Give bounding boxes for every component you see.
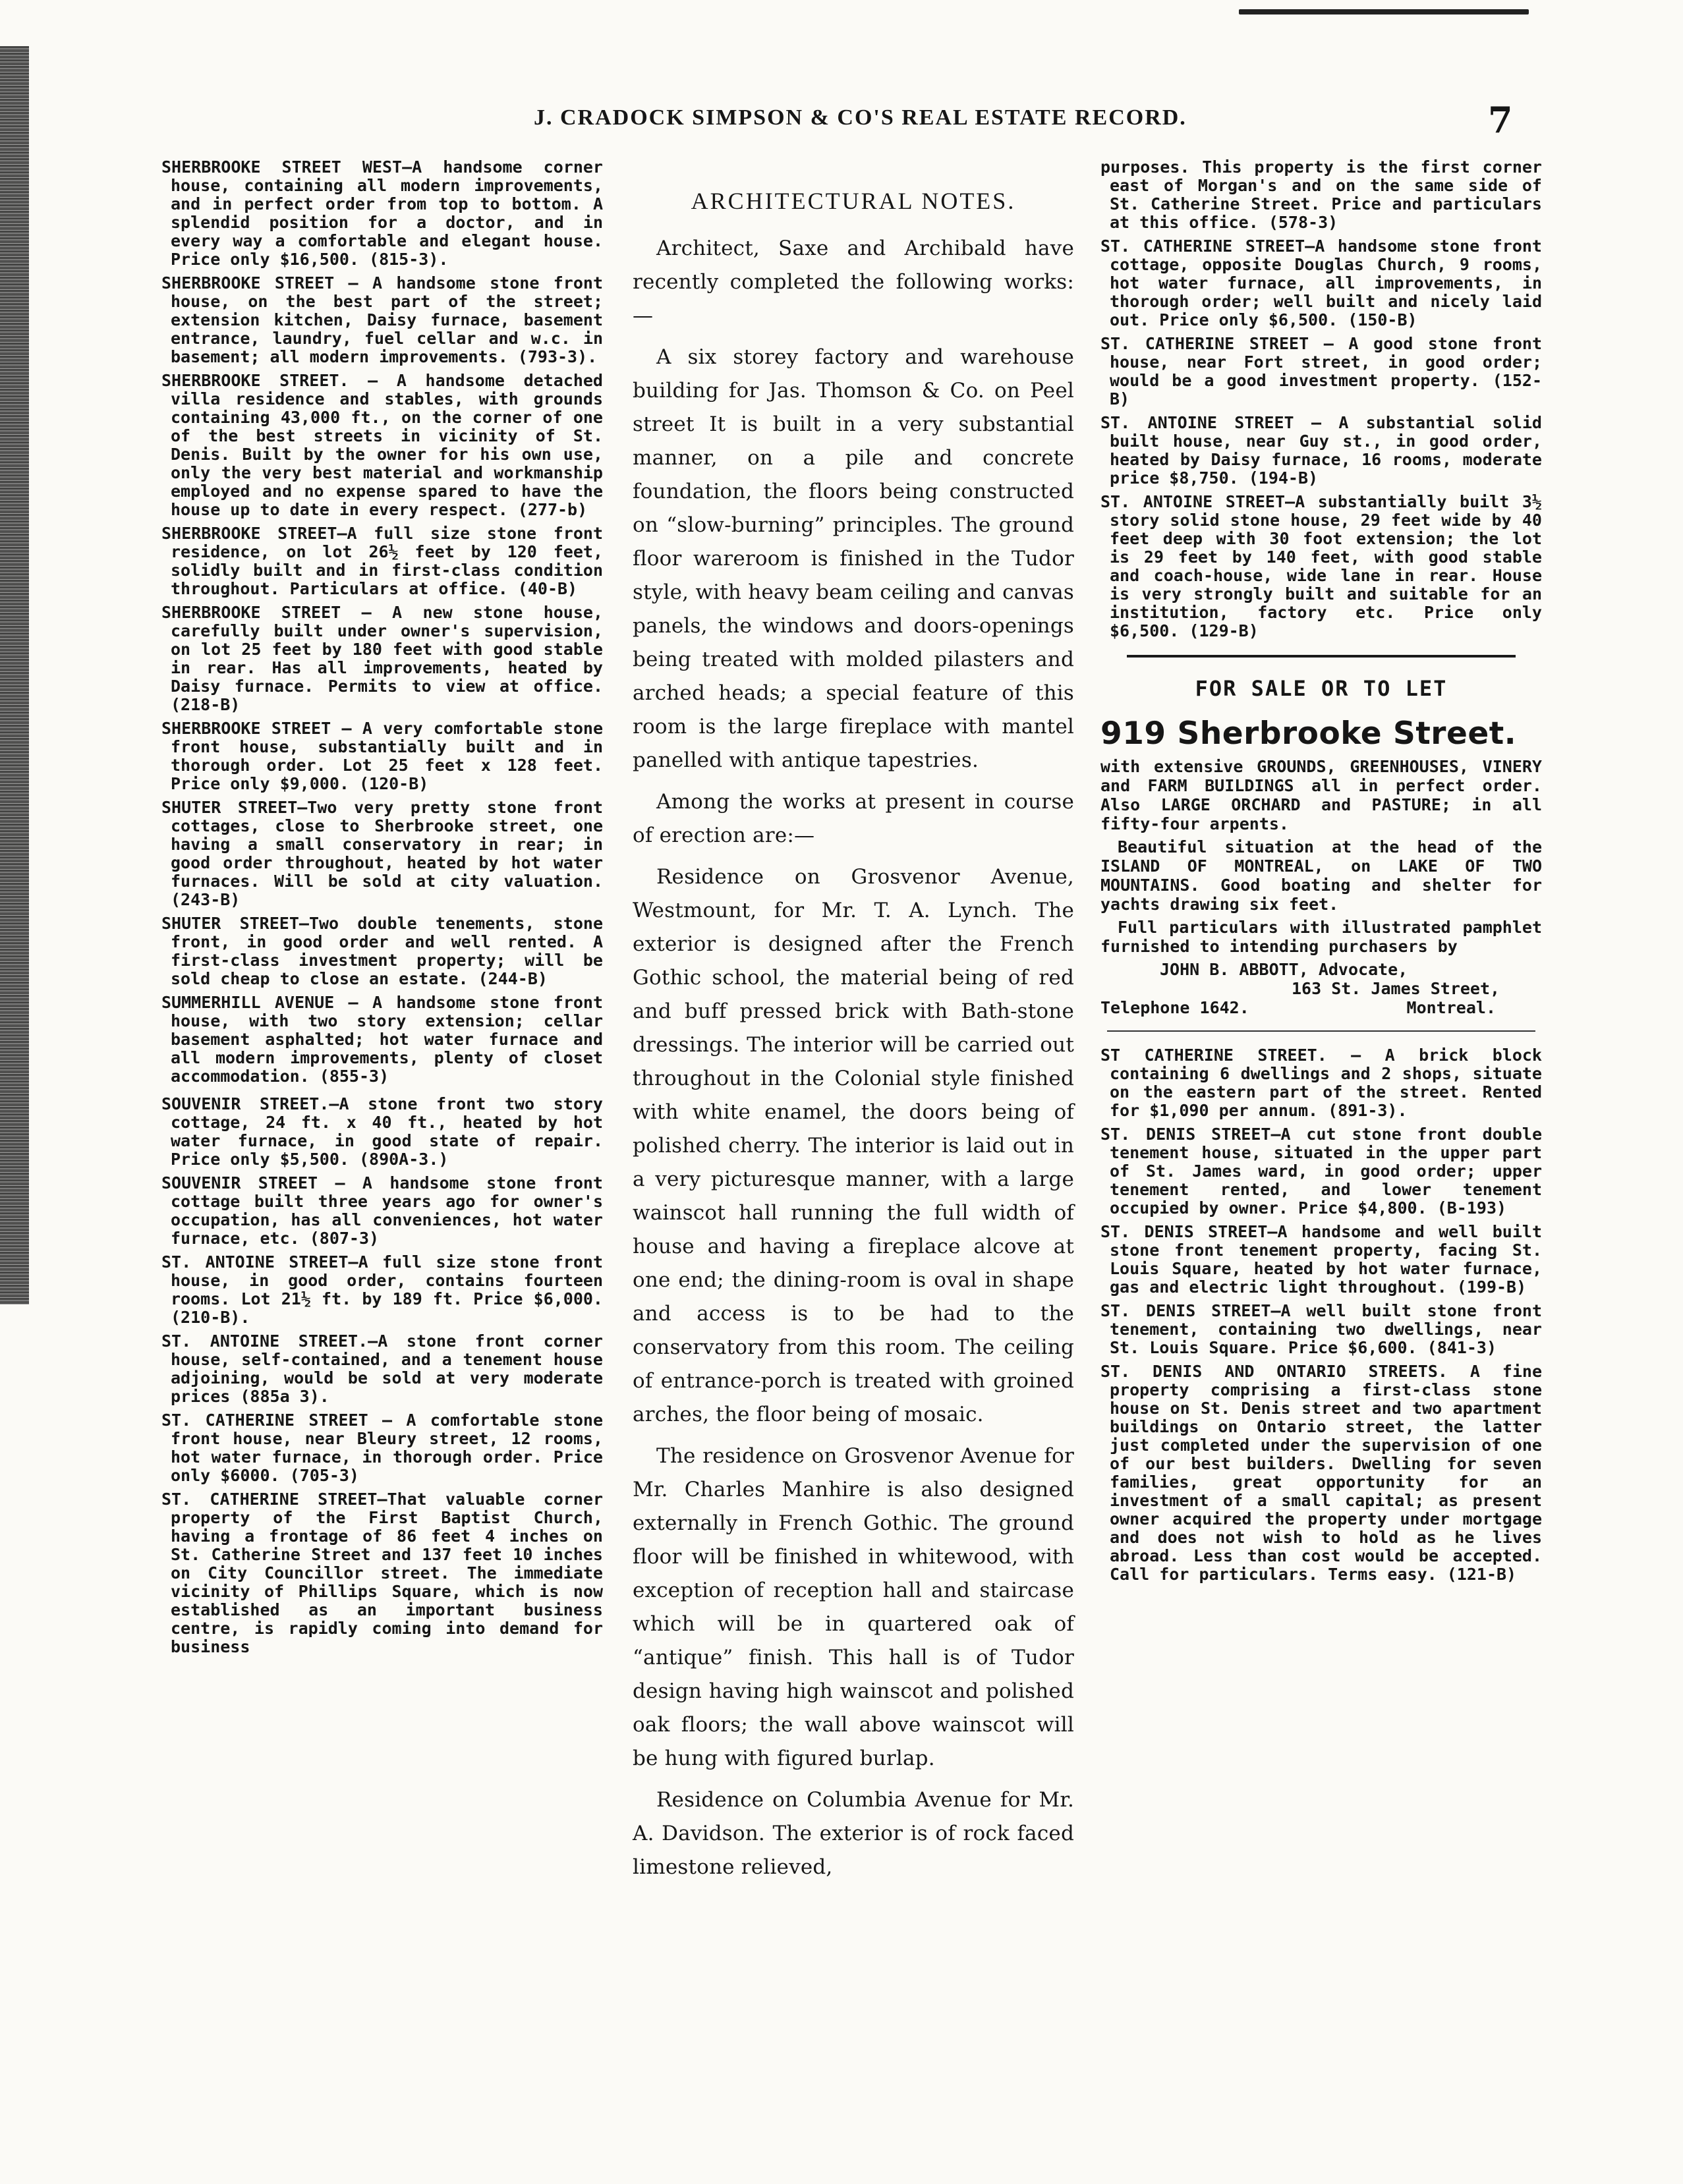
listing: ST. ANTOINE STREET — A substantial solid built house, near Guy st., in good order, heated by Daisy furnace, 16 rooms, moderate price $8,750. (194-B) <box>1100 413 1542 488</box>
section-divider <box>1107 1030 1535 1032</box>
article-paragraph: Residence on Columbia Avenue for Mr. A. Davidson. The exterior is of rock faced limestone relieved, <box>633 1788 1074 1879</box>
listing: SHERBROOKE STREET — A handsome stone front house, on the best part of the street; extension kitchen, Daisy furnace, basement entrance, laundry, fuel cellar and w.c. in basement; all modern improvements. (793-3). <box>161 273 603 366</box>
property-address: 919 Sherbrooke Street. <box>1100 715 1517 752</box>
listing: SHERBROOKE STREET. — A handsome detached villa residence and stables, with grounds containing 43,000 ft., on the corner of one of the best streets in vicinity of St. Denis. Built by the owner for his own use, only the very best material and workmanship employed and no expense spared to have the house up to date in every respect. (277-b) <box>161 371 603 519</box>
listing: ST. DENIS STREET—A well built stone front tenement, containing two dwellings, near St. Louis Square. Price $6,600. (841-3) <box>1100 1301 1542 1357</box>
particulars-note: Full particulars with illustrated pamphlet furnished to intending purchasers by <box>1100 918 1542 956</box>
listing: ST. DENIS STREET—A handsome and well built stone front tenement property, facing St. Louis Square, heated by hot water furnace, gas and electric light throughout. (199-B) <box>1100 1222 1542 1297</box>
column-3-listings <box>1100 158 1542 1589</box>
column-2-architectural-notes <box>633 158 1074 1892</box>
for-sale-advertisement <box>1100 676 1542 1017</box>
listing: SUMMERHILL AVENUE — A handsome stone front house, with two story extension; cellar basement asphalted; hot water furnace and all modern improvements, plenty of closet accommodation. (855-3) <box>161 993 603 1086</box>
listing: SHUTER STREET—Two very pretty stone front cottages, close to Sherbrooke street, one having a small conservatory in rear; in good order throughout, heated by hot water furnaces. Will be sold at city valuation. (243-B) <box>161 798 603 909</box>
listing: ST CATHERINE STREET. — A brick block containing 6 dwellings and 2 shops, situate on the eastern part of the street. Rented for $1,090 per annum. (891-3). <box>1100 1046 1542 1120</box>
listing: SHERBROOKE STREET — A new stone house, carefully built under owner's supervision, on lot 25 feet by 180 feet with good stable in rear. Has all improvements, heated by Daisy furnace. Permits to view at office. (218-B) <box>161 603 603 714</box>
listing: SHERBROOKE STREET—A full size stone front residence, on lot 26½ feet by 120 feet, solidly built and in first-class condition throughout. Particulars at office. (40-B) <box>161 524 603 598</box>
listing: purposes. This property is the first corner east of Morgan's and on the same side of St. Catherine Street. Price and particulars at this office. (578-3) <box>1100 157 1542 232</box>
property-situation: Beautiful situation at the head of the ISLAND OF MONTREAL, on LAKE OF TWO MOUNTAINS. Good boating and shelter for yachts drawing six feet. <box>1100 837 1542 914</box>
agent-signature <box>1100 960 1542 1017</box>
listing: ST. ANTOINE STREET—A full size stone front house, in good order, contains fourteen rooms. Lot 21½ ft. by 189 ft. Price $6,000. (210-B). <box>161 1252 603 1327</box>
listing: ST. ANTOINE STREET.—A stone front corner house, self-contained, and a tenement house adjoining, would be sold at very moderate prices (885a 3). <box>161 1331 603 1406</box>
binding-edge <box>0 46 29 1304</box>
column-1-listings <box>161 158 603 1662</box>
listing: ST. CATHERINE STREET — A good stone front house, near Fort street, in good order; would be a good investment property. (152-B) <box>1100 334 1542 408</box>
agent-name: JOHN B. ABBOTT, Advocate, <box>1160 960 1408 979</box>
agent-city: Montreal. <box>1406 998 1496 1017</box>
agent-telephone: Telephone 1642. <box>1100 998 1249 1017</box>
article-paragraph: Among the works at present in course of erection are:— <box>633 790 1074 847</box>
listing: ST. DENIS STREET—A cut stone front double tenement house, situated in the upper part of St. James ward, in good order; upper tenement rented, and lower tenement occupied by owner. Price $4,800. (B-193) <box>1100 1125 1542 1218</box>
section-divider <box>1127 655 1516 658</box>
listing: ST. DENIS AND ONTARIO STREETS. A fine property comprising a first-class stone house on St. Denis street and two apartment buildings on Ontario street, the latter just completed under the supervision of one of our best builders. Dwelling for seven families, great opportunity for an investment of a small capital; as present owner acquired the property under mortgage and does not wish to hold as he lives abroad. Less than cost would be accepted. Call for particulars. Terms easy. (121-B) <box>1100 1362 1542 1584</box>
listing: ST. CATHERINE STREET—A handsome stone front cottage, opposite Douglas Church, 9 rooms, hot water furnace, all improvements, in thorough order; well built and nicely laid out. Price only $6,500. (150-B) <box>1100 237 1542 329</box>
article-paragraph: The residence on Grosvenor Avenue for Mr. Charles Manhire is also designed externally in French Gothic. The ground floor will be finished in whitewood, with exception of reception hall and staircase which will be in quartered oak of “antique” finish. This hall is of Tudor design having high wainscot and polished oak floors; the wall above wainscot will be hung with figured burlap. <box>633 1444 1074 1770</box>
listing: ST. CATHERINE STREET — A comfortable stone front house, near Bleury street, 12 rooms, hot water furnace, in thorough order. Price only $6000. (705-3) <box>161 1411 603 1485</box>
listing: ST. CATHERINE STREET—That valuable corner property of the First Baptist Church, having a frontage of 86 feet 4 inches on St. Catherine Street and 137 feet 10 inches on City Councillor street. The immediate vicinity of Phillips Square, which is now established as an important business centre, is rapidly coming into demand for business <box>161 1490 603 1656</box>
running-header <box>0 99 1683 145</box>
page-number: 7 <box>1488 99 1513 141</box>
listing: SHERBROOKE STREET — A very comfortable stone front house, substantially built and in thorough order. Lot 25 feet x 128 feet. Price only $9,000. (120-B) <box>161 719 603 793</box>
for-sale-heading: FOR SALE OR TO LET <box>1195 676 1448 701</box>
listing: SOUVENIR STREET — A handsome stone front cottage built three years ago for owner's occupation, has all conveniences, hot water furnace, etc. (807-3) <box>161 1173 603 1248</box>
article-paragraph: A six storey factory and warehouse building for Jas. Thomson & Co. on Peel street It is built in a very substantial manner, on a pile and concrete foundation, the floors being constructed on “slow-burning” principles. The ground floor wareroom is finished in the Tudor style, with heavy beam ceiling and canvas panels, the windows and doors-openings being treated with molded pilasters and arched heads; a special feature of this room is the large fireplace with mantel panelled with antique tapestries. <box>633 345 1074 772</box>
property-description: with extensive GROUNDS, GREENHOUSES, VINERY and FARM BUILDINGS all in perfect order. Also LARGE ORCHARD and PASTURE; in all fifty-four arpents. <box>1100 757 1542 833</box>
listing: SHUTER STREET—Two double tenements, stone front, in good order and well rented. A first-class investment property; will be sold cheap to close an estate. (244-B) <box>161 914 603 988</box>
top-rule <box>1239 9 1529 14</box>
listing: SOUVENIR STREET.—A stone front two story cottage, 24 ft. x 40 ft., heated by hot water furnace, in good state of repair. Price only $5,500. (890A-3.) <box>161 1094 603 1169</box>
section-title: ARCHITECTURAL NOTES. <box>691 188 1016 214</box>
agent-address: 163 St. James Street, <box>1292 979 1500 998</box>
listing: ST. ANTOINE STREET—A substantially built 3½ story solid stone house, 29 feet wide by 40 feet deep with 30 foot extension; the lot is 29 feet by 140 feet, with good stable and coach-house, wide lane in rear. House is very strongly built and suitable for an institution, factory etc. Price only $6,500. (129-B) <box>1100 492 1542 640</box>
listing: SHERBROOKE STREET WEST—A handsome corner house, containing all modern improvements, and in perfect order from top to bottom. A splendid position for a doctor, and in every way a comfortable and elegant house. Price only $16,500. (815-3). <box>161 157 603 269</box>
article-paragraph: Residence on Grosvenor Avenue, Westmount, for Mr. T. A. Lynch. The exterior is designed after the French Gothic school, the material being of red and buff pressed brick with Bath-stone dressings. The interior will be carried out throughout in the Colonial style finished with white enamel, the doors being of polished cherry. The interior is laid out in a very picturesque manner, with a large wainscot hall running the full width of house and having a fireplace alcove at one end; the dining-room is oval in shape and access is to be had to the conservatory from this room. The ceiling of entrance-porch is treated with groined arches, the floor being of mosaic. <box>633 865 1074 1426</box>
article-paragraph: Architect, Saxe and Archibald have recently completed the following works:— <box>633 237 1074 327</box>
running-title: J. CRADOCK SIMPSON & CO'S REAL ESTATE RECORD. <box>534 105 1187 130</box>
agent-contact <box>1100 998 1542 1017</box>
